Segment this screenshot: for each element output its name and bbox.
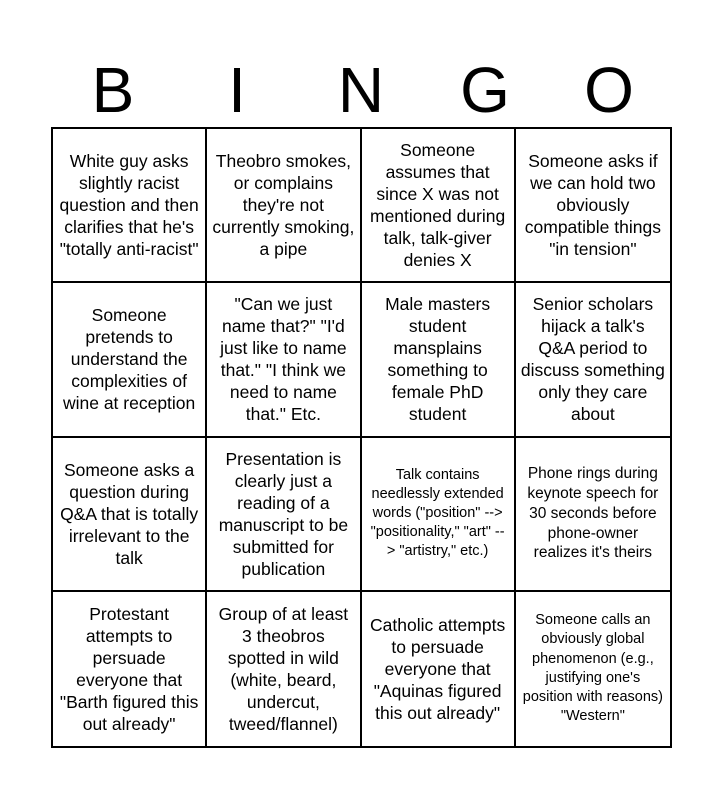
- bingo-cell-r4c4[interactable]: [516, 592, 670, 746]
- cell-text: "Can we just name that?" "I'd just like to name that." "I think we need to name that." Etc.: [220, 294, 347, 425]
- cell-text: Presentation is clearly just a reading of a manuscript to be submitted for publication: [218, 448, 349, 579]
- cell-text: Talk contains needlessly extended words ("position" --> "positionality," "art" --> "artistry," etc.): [370, 466, 505, 560]
- header-letter-g: G: [460, 54, 510, 126]
- bingo-cell-r3c4[interactable]: [516, 438, 670, 592]
- bingo-cell-r4c3[interactable]: [362, 592, 516, 746]
- cell-text: Group of at least 3 theobros spotted in wild (white, beard, undercut, tweed/flannel): [218, 603, 349, 734]
- cell-text: Someone pretends to understand the complexities of wine at reception: [62, 305, 196, 414]
- bingo-cell-r1c3[interactable]: [362, 129, 516, 283]
- cell-text: Someone asks if we can hold two obviously compatible things "in tension": [524, 151, 661, 260]
- bingo-header: [51, 52, 671, 128]
- cell-text: Senior scholars hijack a talk's Q&A period to discuss something only they care about: [520, 294, 665, 425]
- bingo-board: [51, 127, 672, 748]
- cell-text: Someone calls an obviously global phenomenon (e.g., justifying one's position with reasons) "Western": [522, 612, 663, 725]
- bingo-cell-r1c4[interactable]: [516, 129, 670, 283]
- bingo-cell-r1c2[interactable]: [207, 129, 361, 283]
- header-letter-i: I: [228, 54, 246, 126]
- bingo-cell-r3c1[interactable]: [53, 438, 207, 592]
- cell-text: Catholic attempts to persuade everyone that "Aquinas figured this out already": [370, 614, 506, 723]
- cell-text: White guy asks slightly racist question and then clarifies that he's "totally anti-racist": [59, 151, 199, 260]
- header-letter-o: O: [584, 54, 634, 126]
- bingo-cell-r3c3[interactable]: [362, 438, 516, 592]
- bingo-cell-r2c3[interactable]: [362, 283, 516, 437]
- cell-text: Someone asks a question during Q&A that is totally irrelevant to the talk: [60, 459, 199, 568]
- bingo-cell-r1c1[interactable]: [53, 129, 207, 283]
- bingo-cell-r3c2[interactable]: [207, 438, 361, 592]
- bingo-cell-r2c2[interactable]: [207, 283, 361, 437]
- cell-text: Theobro smokes, or complains they're not currently smoking, a pipe: [212, 151, 355, 260]
- header-letter-b: B: [91, 54, 135, 126]
- cell-text: Male masters student mansplains something to female PhD student: [385, 294, 491, 425]
- header-letter-n: N: [337, 54, 385, 126]
- bingo-cell-r4c2[interactable]: [207, 592, 361, 746]
- bingo-cell-r4c1[interactable]: [53, 592, 207, 746]
- cell-text: Phone rings during keynote speech for 30 seconds before phone-owner realizes it's theirs: [527, 465, 659, 562]
- bingo-cell-r2c4[interactable]: [516, 283, 670, 437]
- cell-text: Protestant attempts to persuade everyone that "Barth figured this out already": [59, 603, 199, 734]
- cell-text: Someone assumes that since X was not mentioned during talk, talk-giver denies X: [370, 140, 506, 271]
- bingo-cell-r2c1[interactable]: [53, 283, 207, 437]
